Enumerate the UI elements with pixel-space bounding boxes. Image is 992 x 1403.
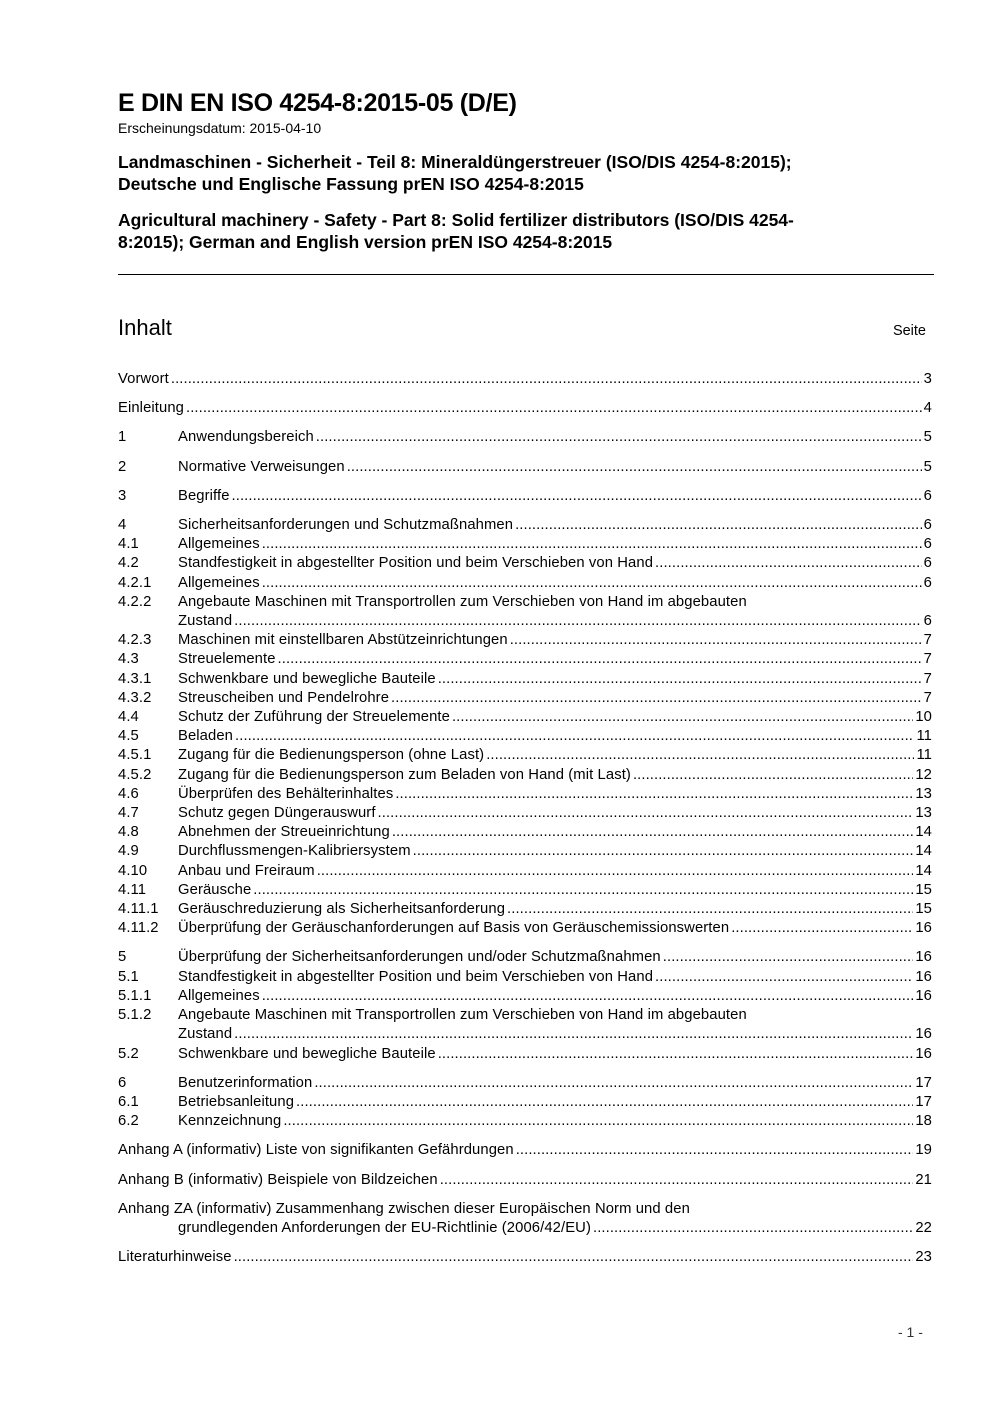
toc-entry-title: Allgemeines	[178, 987, 260, 1004]
title-german-line-1: Landmaschinen - Sicherheit - Teil 8: Mineraldüngerstreuer (ISO/DIS 4254-8:2015);	[118, 152, 792, 172]
toc-entry-title: Geräuschreduzierung als Sicherheitsanforderung	[178, 901, 506, 918]
toc-entry-title: Schwenkbare und bewegliche Bauteile	[178, 670, 436, 687]
toc-leader-dots	[510, 631, 922, 650]
toc-entry-page: 16	[915, 968, 932, 985]
toc-entry[interactable]	[118, 370, 932, 389]
title-german-line-2: Deutsche und Englische Fassung prEN ISO 4254-8:2015	[118, 174, 584, 194]
toc-leader-dots	[316, 428, 922, 447]
toc-entry-title: Angebaute Maschinen mit Transportrollen zum Verschieben von Hand im abgebauten	[178, 593, 747, 610]
toc-entry-title: Anhang ZA (informativ) Zusammenhang zwischen dieser Europäischen Norm und den	[118, 1200, 690, 1217]
toc-entry-title: Einleitung	[118, 400, 184, 417]
toc-entry-page: 19	[915, 1142, 932, 1159]
toc-entry-title-continued: grundlegenden Anforderungen der EU-Richtlinie (2006/42/EU)	[178, 1219, 591, 1236]
toc-entry[interactable]	[118, 919, 932, 938]
toc-entry-title: Anbau und Freiraum	[178, 862, 315, 879]
toc-leader-dots	[633, 766, 913, 785]
toc-entry-title: Literaturhinweise	[118, 1249, 232, 1266]
toc-entry[interactable]	[118, 554, 932, 573]
toc-entry-number: 6.2	[118, 1113, 139, 1130]
toc-entry[interactable]	[118, 574, 932, 593]
header-divider	[118, 274, 934, 275]
toc-entry-number: 4.2.2	[118, 593, 152, 610]
toc-entry[interactable]	[118, 1141, 932, 1160]
toc-entry-page: 5	[923, 458, 932, 475]
toc-leader-dots	[262, 535, 922, 554]
toc-leader-dots	[515, 516, 922, 535]
title-english-line-1: Agricultural machinery - Safety - Part 8: Solid fertilizer distributors (ISO/DIS 4254-	[118, 210, 794, 230]
toc-leader-dots	[440, 1171, 914, 1190]
toc-entry-page: 6	[923, 487, 932, 504]
toc-entry-continuation[interactable]	[118, 1025, 932, 1044]
toc-entry[interactable]	[118, 823, 932, 842]
toc-entry-number: 5.2	[118, 1045, 139, 1062]
toc-entry[interactable]	[118, 670, 932, 689]
toc-entry-page: 7	[923, 689, 932, 706]
toc-heading-row	[118, 314, 926, 344]
toc-entry-page: 3	[923, 371, 932, 387]
toc-entry-title: Überprüfung der Geräuschanforderungen auf Basis von Geräuschemissionswerten	[178, 920, 730, 937]
toc-entry-page: 17	[915, 1074, 932, 1091]
toc-leader-dots	[234, 1025, 913, 1044]
toc-leader-dots	[171, 370, 922, 389]
toc-entry-number: 4.5.1	[118, 747, 152, 764]
toc-entry-title: Geräusche	[178, 881, 252, 898]
toc-entry[interactable]	[118, 948, 932, 967]
toc-entry[interactable]	[118, 968, 932, 987]
toc-entry-number: 4.7	[118, 805, 139, 822]
toc-entry[interactable]	[118, 650, 932, 669]
toc-entry[interactable]	[118, 487, 932, 506]
toc-leader-dots	[278, 650, 922, 669]
toc-entry-page: 13	[915, 785, 932, 802]
toc-leader-dots	[486, 746, 914, 765]
toc-entry-number: 4.9	[118, 843, 139, 860]
toc-entry[interactable]	[118, 1093, 932, 1112]
toc-entry-number: 5	[118, 949, 127, 966]
toc-entry-page: 11	[916, 728, 932, 745]
toc-entry-title: Allgemeines	[178, 574, 260, 591]
toc-entry-title: Begriffe	[178, 487, 230, 504]
toc-entry-page: 15	[915, 901, 932, 918]
toc-entry-title: Zugang für die Bedienungsperson zum Beladen von Hand (mit Last)	[178, 766, 631, 783]
toc-entry-number: 4	[118, 517, 127, 534]
toc-entry-title: Zugang für die Bedienungsperson (ohne Last)	[178, 747, 485, 764]
toc-entry-page: 7	[923, 670, 932, 687]
toc-leader-dots	[234, 1248, 914, 1267]
toc-leader-dots	[378, 804, 914, 823]
toc-leader-dots	[317, 862, 914, 881]
toc-entry-number: 4.6	[118, 785, 139, 802]
toc-entry-page: 23	[915, 1249, 932, 1266]
toc-entry-title-continued: Zustand	[178, 613, 233, 630]
table-of-contents	[118, 370, 932, 1267]
toc-entry-title: Sicherheitsanforderungen und Schutzmaßnahmen	[178, 517, 514, 534]
toc-entry-title: Beladen	[178, 728, 234, 745]
toc-entry-title: Streuscheiben und Pendelrohre	[178, 689, 390, 706]
toc-entry-page: 6	[923, 574, 932, 591]
toc-entry-number: 4.8	[118, 824, 139, 841]
toc-entry-page: 15	[915, 881, 932, 898]
toc-entry[interactable]	[118, 631, 932, 650]
toc-entry-number: 4.2.1	[118, 574, 152, 591]
toc-entry-title: Anhang B (informativ) Beispiele von Bildzeichen	[118, 1171, 438, 1188]
toc-entry[interactable]	[118, 804, 932, 823]
toc-entry-page: 17	[915, 1093, 932, 1110]
toc-entry-number: 4.3.2	[118, 689, 152, 706]
toc-entry-title: Schwenkbare und bewegliche Bauteile	[178, 1045, 436, 1062]
toc-leader-dots	[314, 1074, 913, 1093]
toc-entry-number: 4.5	[118, 728, 139, 745]
title-english	[118, 209, 934, 253]
toc-leader-dots	[235, 727, 914, 746]
toc-entry-number: 4.2.3	[118, 632, 152, 649]
title-german	[118, 151, 934, 195]
toc-entry-number: 5.1.2	[118, 1007, 152, 1024]
toc-leader-dots	[296, 1093, 913, 1112]
toc-entry-page: 5	[923, 429, 932, 446]
toc-entry-title: Schutz der Zuführung der Streuelemente	[178, 709, 450, 726]
toc-entry-title: Überprüfung der Sicherheitsanforderungen und/oder Schutzmaßnahmen	[178, 949, 661, 966]
toc-entry[interactable]	[118, 1248, 932, 1267]
toc-entry-title: Standfestigkeit in abgestellter Position und beim Verschieben von Hand	[178, 555, 654, 572]
toc-entry-page: 18	[915, 1113, 932, 1130]
toc-heading: Inhalt	[118, 315, 172, 340]
toc-entry-number: 6	[118, 1074, 127, 1091]
toc-entry-page: 12	[915, 766, 932, 783]
toc-entry-title: Betriebsanleitung	[178, 1093, 295, 1110]
toc-leader-dots	[413, 842, 914, 861]
toc-entry-number: 3	[118, 487, 127, 504]
toc-entry-page: 16	[915, 949, 932, 966]
toc-entry-page: 16	[915, 1026, 932, 1043]
toc-leader-dots	[507, 900, 913, 919]
toc-leader-dots	[438, 1045, 914, 1064]
toc-entry[interactable]	[118, 862, 932, 881]
toc-entry-number: 1	[118, 429, 127, 446]
toc-page-label: Seite	[892, 323, 926, 339]
toc-entry-page: 16	[915, 920, 932, 937]
toc-entry[interactable]	[118, 535, 932, 554]
toc-entry[interactable]	[118, 516, 932, 535]
toc-entry-page: 14	[915, 824, 932, 841]
toc-entry-title: Maschinen mit einstellbaren Abstützeinrichtungen	[178, 632, 508, 649]
toc-entry[interactable]	[118, 842, 932, 861]
toc-entry-number: 4.10	[118, 862, 148, 879]
toc-entry-number: 4.4	[118, 709, 139, 726]
toc-entry-page: 6	[923, 613, 932, 630]
toc-entry-number: 4.11	[118, 881, 147, 898]
toc-entry[interactable]	[118, 399, 932, 418]
toc-entry[interactable]	[118, 766, 932, 785]
toc-entry-number: 6.1	[118, 1093, 139, 1110]
document-id: E DIN EN ISO 4254-8:2015-05 (D/E)	[118, 89, 517, 117]
toc-leader-dots	[232, 487, 922, 506]
toc-leader-dots	[186, 399, 922, 418]
toc-entry-page: 11	[916, 747, 932, 764]
toc-entry[interactable]	[118, 1200, 932, 1219]
title-english-line-2: 8:2015); German and English version prEN ISO 4254-8:2015	[118, 232, 613, 252]
toc-leader-dots	[262, 574, 922, 593]
toc-entry-page: 14	[915, 843, 932, 860]
toc-entry-title: Überprüfen des Behälterinhaltes	[178, 785, 394, 802]
toc-entry-number: 5.1	[118, 968, 139, 985]
toc-entry-number: 4.11.1	[118, 901, 159, 918]
toc-entry[interactable]	[118, 1074, 932, 1093]
toc-entry[interactable]	[118, 1112, 932, 1131]
toc-entry-page: 7	[923, 632, 932, 649]
toc-entry-title: Angebaute Maschinen mit Transportrollen zum Verschieben von Hand im abgebauten	[178, 1007, 747, 1024]
toc-leader-dots	[395, 785, 913, 804]
toc-leader-dots	[347, 458, 922, 477]
toc-leader-dots	[655, 554, 922, 573]
toc-entry-title: Standfestigkeit in abgestellter Position und beim Verschieben von Hand	[178, 968, 654, 985]
toc-entry[interactable]	[118, 900, 932, 919]
toc-entry-title: Anwendungsbereich	[178, 429, 314, 446]
toc-entry-page: 13	[915, 805, 932, 822]
toc-entry-page: 6	[923, 555, 932, 572]
toc-entry[interactable]	[118, 1171, 932, 1190]
toc-leader-dots	[438, 670, 922, 689]
publication-date: Erscheinungsdatum: 2015-04-10	[118, 120, 322, 136]
toc-entry-title: Normative Verweisungen	[178, 458, 345, 475]
toc-leader-dots	[655, 968, 913, 987]
toc-entry-title: Vorwort	[118, 371, 169, 387]
toc-entry-title: Benutzerinformation	[178, 1074, 313, 1091]
toc-leader-dots	[391, 689, 922, 708]
toc-entry-page: 14	[915, 862, 932, 879]
toc-entry-page: 4	[923, 400, 932, 417]
toc-leader-dots	[516, 1141, 914, 1160]
toc-leader-dots	[283, 1112, 913, 1131]
toc-entry[interactable]	[118, 785, 932, 804]
toc-entry-page: 21	[915, 1171, 932, 1188]
toc-entry-title-continued: Zustand	[178, 1026, 233, 1043]
toc-leader-dots	[452, 708, 913, 727]
page-number: - 1 -	[898, 1324, 923, 1340]
toc-entry-page: 6	[923, 536, 932, 553]
toc-entry-page: 6	[923, 517, 932, 534]
toc-entry[interactable]	[118, 458, 932, 477]
toc-entry-page: 7	[923, 651, 932, 668]
toc-entry-title: Streuelemente	[178, 651, 276, 668]
toc-entry-number: 4.11.2	[118, 920, 159, 937]
toc-entry-title: Schutz gegen Düngerauswurf	[178, 805, 376, 822]
toc-entry-continuation[interactable]	[118, 1219, 932, 1238]
toc-leader-dots	[262, 987, 914, 1006]
toc-entry[interactable]	[118, 881, 932, 900]
toc-entry-title: Abnehmen der Streueinrichtung	[178, 824, 390, 841]
toc-entry-title: Allgemeines	[178, 536, 260, 553]
toc-leader-dots	[234, 612, 921, 631]
toc-entry-number: 4.3	[118, 651, 139, 668]
toc-leader-dots	[731, 919, 913, 938]
toc-entry[interactable]	[118, 708, 932, 727]
toc-entry-number: 4.3.1	[118, 670, 152, 687]
toc-entry[interactable]	[118, 727, 932, 746]
toc-entry[interactable]	[118, 593, 932, 612]
toc-entry-page: 10	[915, 709, 932, 726]
toc-entry[interactable]	[118, 746, 932, 765]
toc-leader-dots	[663, 948, 914, 967]
toc-entry-number: 5.1.1	[118, 987, 152, 1004]
toc-entry[interactable]	[118, 1045, 932, 1064]
toc-entry-number: 2	[118, 458, 127, 475]
toc-leader-dots	[392, 823, 913, 842]
toc-entry-title: Anhang A (informativ) Liste von signifikanten Gefährdungen	[118, 1142, 514, 1159]
toc-entry[interactable]	[118, 1006, 932, 1025]
toc-entry-number: 4.1	[118, 536, 139, 553]
toc-leader-dots	[593, 1219, 913, 1238]
toc-entry-page: 22	[915, 1219, 932, 1236]
toc-entry-title: Kennzeichnung	[178, 1113, 282, 1130]
document-header	[118, 88, 934, 253]
toc-entry-continuation[interactable]	[118, 612, 932, 631]
toc-entry[interactable]	[118, 428, 932, 447]
toc-entry-number: 4.5.2	[118, 766, 152, 783]
toc-entry-title: Durchflussmengen-Kalibriersystem	[178, 843, 411, 860]
toc-leader-dots	[253, 881, 913, 900]
toc-entry-page: 16	[915, 987, 932, 1004]
toc-entry[interactable]	[118, 987, 932, 1006]
toc-entry-page: 16	[915, 1045, 932, 1062]
toc-entry[interactable]	[118, 689, 932, 708]
toc-entry-number: 4.2	[118, 555, 139, 572]
